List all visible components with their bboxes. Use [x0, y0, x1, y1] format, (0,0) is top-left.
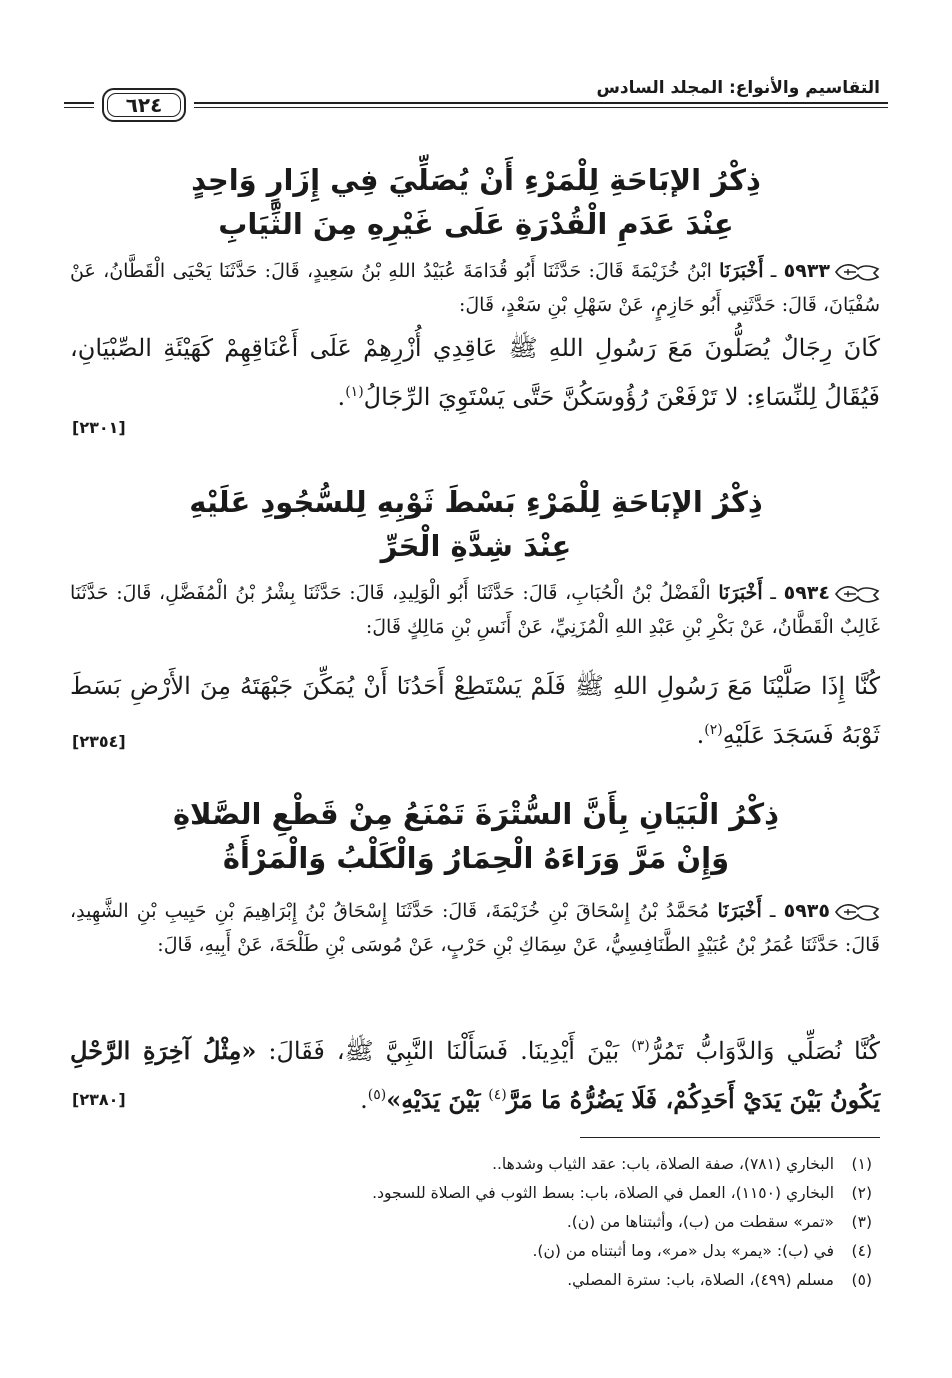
hadith-number: ٥٩٣٥: [783, 900, 830, 922]
hadith-reference: [٢٣٨٠]: [72, 1090, 126, 1109]
hadith-matn: [70, 664, 880, 757]
matn-text: كُنَّا إِذَا صَلَّيْنَا مَعَ رَسُولِ اللهِ ﷺ فَلَمْ يَسْتَطِعْ أَحَدُنَا أَنْ يُمَكِّنَ جَبْهَتَهُ مِنَ الأَرْضِ بَسَطَ ثَوْبَهُ فَسَجَدَ عَلَيْهِ: [70, 672, 880, 749]
chapter-heading: [70, 480, 882, 568]
footnote-text: مسلم (٤٩٩)، الصلاة، باب: سترة المصلي.: [567, 1271, 834, 1289]
footnote-mark: (٥): [367, 1087, 387, 1103]
footnote: [72, 1237, 872, 1266]
header-rule: [194, 102, 888, 104]
header-rule: [64, 102, 94, 104]
akhbarana-label: أَخْبَرَنَا: [718, 582, 763, 604]
hadith-isnad: ٥٩٣٤ ـ أَخْبَرَنَا الْفَضْلُ بْنُ الْحُبَابِ، قَالَ: حَدَّثَنَا أَبُو الْوَلِيدِ، قَالَ: حَدَّثَنَا بِشْرُ بْنُ الْمُفَضَّلِ، قَالَ: حَدَّثَنَا غَالِبٌ الْقَطَّانُ، عَنْ بَكْرِ بْنِ عَبْدِ اللهِ الْمُزَنِيِّ، عَنْ أَنَسِ بْنِ مَالِكٍ قَالَ:: [70, 582, 880, 638]
footnote: [72, 1179, 872, 1208]
chapter-heading: [70, 792, 882, 880]
isnad-text: الْفَضْلُ بْنُ الْحُبَابِ، قَالَ: حَدَّثَنَا أَبُو الْوَلِيدِ، قَالَ: حَدَّثَنَا بِشْرُ بْنُ الْمُفَضَّلِ، قَالَ: حَدَّثَنَا غَالِبٌ الْقَطَّانُ، عَنْ بَكْرِ بْنِ عَبْدِ اللهِ الْمُزَنِيِّ، عَنْ أَنَسِ بْنِ مَالِكٍ قَالَ:: [70, 582, 880, 638]
chapter-heading-line: ذِكْرُ الإبَاحَةِ لِلْمَرْءِ أَنْ يُصَلِّيَ فِي إِزَارٍ وَاحِدٍ: [191, 163, 761, 197]
footnote-text: في (ب): «يمر» بدل «مر»، وما أثبتناه من (ن).: [532, 1242, 834, 1260]
matn-text: بَيْنَ أَيْدِينَا. فَسَأَلْنَا النَّبِيَّ ﷺ، فَقَالَ:: [268, 1037, 620, 1065]
footnote: [72, 1266, 872, 1295]
hadith-matn: [70, 1024, 880, 1122]
footnote-number: (٥): [851, 1271, 872, 1289]
footnote-mark: (٤): [488, 1087, 507, 1103]
footnote-text: البخاري (١١٥٠)، العمل في الصلاة، باب: بسط الثوب في الصلاة للسجود.: [372, 1184, 834, 1202]
hadith-number: ٥٩٣٤: [783, 582, 830, 604]
isnad-text: مُحَمَّدُ بْنُ إِسْحَاقَ بْنِ خُزَيْمَةَ، قَالَ: حَدَّثَنَا إِسْحَاقُ بْنُ إِبْرَاهِيمَ بْنِ حَبِيبِ بْنِ الشَّهِيدِ، قَالَ: حَدَّثَنَا عُمَرُ بْنُ عُبَيْدٍ الطَّنَافِسِيُّ، عَنْ سِمَاكِ بْنِ حَرْبٍ، عَنْ مُوسَى بْنِ طَلْحَةَ، عَنْ أَبِيهِ، قَالَ:: [70, 900, 880, 956]
matn-end: .: [337, 383, 346, 411]
hadith-isnad: ٥٩٣٥ ـ أَخْبَرَنَا مُحَمَّدُ بْنُ إِسْحَاقَ بْنِ خُزَيْمَةَ، قَالَ: حَدَّثَنَا إِسْحَاقُ بْنُ إِبْرَاهِيمَ بْنِ حَبِيبِ بْنِ الشَّهِيدِ، قَالَ: حَدَّثَنَا عُمَرُ بْنُ عُبَيْدٍ الطَّنَافِسِيُّ، عَنْ سِمَاكِ بْنِ حَرْبٍ، عَنْ مُوسَى بْنِ طَلْحَةَ، عَنْ أَبِيهِ، قَالَ:: [70, 900, 880, 956]
chapter-heading-line: ذِكْرُ الْبَيَانِ بِأَنَّ السُّتْرَةَ تَمْنَعُ مِنْ قَطْعِ الصَّلاةِ: [172, 797, 780, 831]
footnote-number: (٤): [851, 1242, 872, 1260]
hadith-reference: [٢٣٥٤]: [72, 732, 126, 751]
isnad-text: ابْنُ خُزَيْمَةَ قَالَ: حَدَّثَنَا أَبُو قُدَامَةَ عُبَيْدُ اللهِ بْنُ سَعِيدٍ، قَالَ: حَدَّثَنَا يَحْيَى الْقَطَّانُ، عَنْ سُفْيَانَ، قَالَ: حَدَّثَنِي أَبُو حَازِمٍ، عَنْ سَهْلِ بْنِ سَعْدٍ، قَالَ:: [70, 260, 880, 316]
header-rule: [194, 107, 888, 108]
footnote-mark: (٣): [631, 1038, 650, 1054]
hadith-number: ٥٩٣٣: [783, 260, 831, 282]
matn-end: .: [696, 721, 705, 749]
footnote-separator: [580, 1137, 880, 1138]
prophetic-saying: «مِثْلُ آخِرَةِ الرَّحْلِ يَكُونُ بَيْنَ يَدَيْ أَحَدِكُمْ، فَلَا يَضُرُّهُ مَا مَرَّ: [70, 1036, 880, 1114]
chapter-heading-line: ذِكْرُ الإبَاحَةِ لِلْمَرْءِ بَسْطَ ثَوْبِهِ لِلسُّجُودِ عَلَيْهِ: [189, 485, 763, 519]
footnote-number: (١): [851, 1155, 872, 1173]
ornament-icon: [834, 261, 880, 283]
chapter-heading-line: عِنْدَ عَدَمِ الْقُدْرَةِ عَلَى غَيْرِهِ مِنَ الثِّيَابِ: [218, 207, 734, 241]
footnote: [72, 1208, 872, 1237]
page-number: ٦٢٤: [102, 88, 186, 122]
running-title: التقاسيم والأنواع: المجلد السادس: [596, 78, 880, 98]
hadith-matn: [70, 326, 880, 419]
footnote-text: «تمر» سقطت من (ب)، وأثبتناها من (ن).: [566, 1213, 834, 1231]
akhbarana-label: أَخْبَرَنَا: [717, 900, 762, 922]
prophetic-saying: بَيْنَ يَدَيْهِ»: [386, 1085, 481, 1114]
matn-text: كُنَّا نُصَلِّي وَالدَّوَابُّ تَمُرُّ: [649, 1037, 880, 1065]
footnote: [72, 1150, 872, 1179]
footnote-number: (٢): [851, 1184, 872, 1202]
chapter-heading-line: عِنْدَ شِدَّةِ الْحَرِّ: [380, 529, 572, 563]
chapter-heading: [70, 158, 882, 246]
hadith-isnad: ٥٩٣٣ ـ أَخْبَرَنَا ابْنُ خُزَيْمَةَ قَالَ: حَدَّثَنَا أَبُو قُدَامَةَ عُبَيْدُ اللهِ بْنُ سَعِيدٍ، قَالَ: حَدَّثَنَا يَحْيَى الْقَطَّانُ، عَنْ سُفْيَانَ، قَالَ: حَدَّثَنِي أَبُو حَازِمٍ، عَنْ سَهْلِ بْنِ سَعْدٍ، قَالَ:: [70, 260, 880, 316]
ornament-icon: [834, 901, 880, 923]
chapter-heading-line: وَإِنْ مَرَّ وَرَاءَهُ الْحِمَارُ وَالْكَلْبُ وَالْمَرْأَةُ: [222, 841, 730, 875]
matn-end: .: [360, 1086, 368, 1114]
header-rule: [64, 107, 94, 108]
hadith-reference: [٢٣٠١]: [72, 418, 126, 437]
footnotes: [72, 1150, 872, 1295]
footnote-text: البخاري (٧٨١)، صفة الصلاة، باب: عقد الثياب وشدها..: [492, 1155, 834, 1173]
ornament-icon: [834, 583, 880, 605]
matn-text: كَانَ رِجَالٌ يُصَلُّونَ مَعَ رَسُولِ اللهِ ﷺ عَاقِدِي أُزْرِهِمْ عَلَى أَعْنَاقِهِمْ كَهَيْئَةِ الصِّبْيَانِ، فَيُقَالُ لِلنِّسَاءِ: لا تَرْفَعْنَ رُؤُوسَكُنَّ حَتَّى يَسْتَوِيَ الرِّجَالُ: [70, 334, 880, 411]
footnote-mark: (١): [345, 384, 364, 400]
page-header: [64, 76, 888, 122]
akhbarana-label: أَخْبَرَنَا: [719, 260, 764, 282]
footnote-number: (٣): [851, 1213, 872, 1231]
footnote-mark: (٢): [704, 722, 723, 738]
